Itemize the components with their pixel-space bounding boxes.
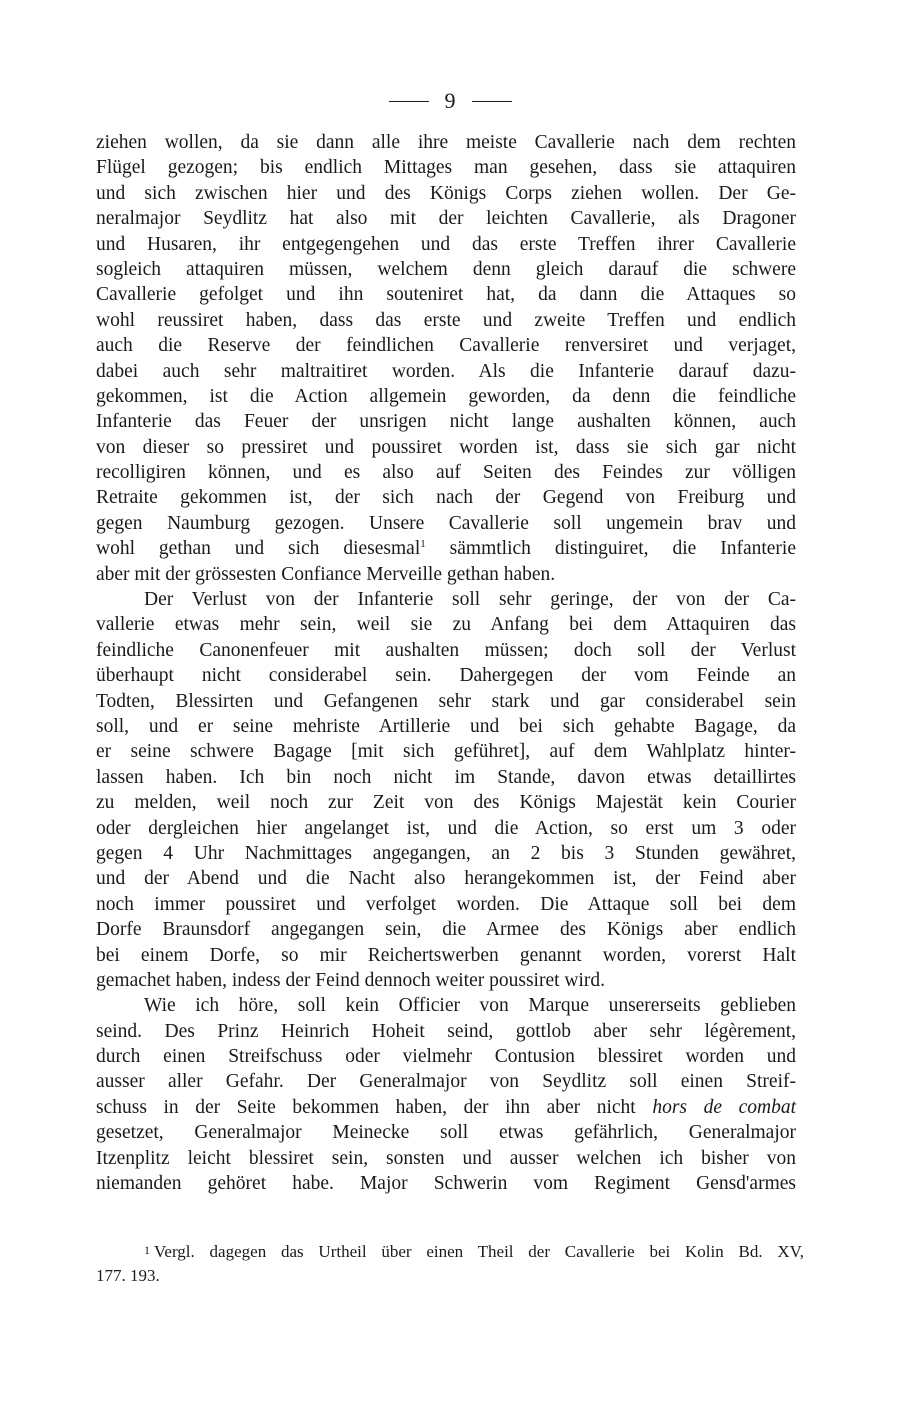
text-line: und Husaren, ihr entgegengehen und das erste Treffen ihrer Cavallerie	[96, 233, 796, 255]
text-line: gemachet haben, indess der Feind dennoch weiter poussiret wird.	[96, 969, 606, 991]
text-line: Infanterie das Feuer der unsrigen nicht lange aushalten können, auch	[96, 411, 796, 433]
text-line: gekommen, ist die Action allgemein geworden, da denn die feindliche	[96, 385, 796, 407]
text-line: und der Abend und die Nacht also herangekommen ist, der Feind aber	[96, 868, 796, 890]
paragraph-3	[96, 993, 796, 1196]
text-line: von dieser so pressiret und poussiret worden ist, dass sie sich gar nicht	[96, 436, 796, 458]
footnote-line	[96, 1238, 804, 1263]
text-line-with-footnote-ref	[96, 536, 796, 561]
text-line: noch immer poussiret und verfolget worden. Die Attaque soll bei dem	[96, 893, 796, 915]
text-line: lassen haben. Ich bin noch nicht im Stande, davon etwas detaillirtes	[96, 766, 796, 788]
text-line: Der Verlust von der Infanterie soll sehr geringe, der von der Ca-	[144, 589, 796, 611]
text-line: zu melden, weil noch zur Zeit von des Königs Majestät kein Courier	[96, 792, 796, 814]
text-line: vallerie etwas mehr sein, weil sie zu Anfang bei dem Attaquiren das	[96, 614, 796, 636]
text-segment: schuss in der Seite bekommen haben, der ihn aber nicht	[96, 1096, 653, 1118]
paragraph-1	[96, 130, 796, 587]
text-line: Flügel gezogen; bis endlich Mittages man gesehen, dass sie attaquiren	[96, 157, 796, 179]
rule-right	[472, 101, 512, 102]
text-line: aber mit der grössesten Confiance Merveille gethan haben.	[96, 563, 556, 585]
text-line: er seine schwere Bagage [mit sich geführet], auf dem Wahlplatz hinter-	[96, 741, 796, 763]
text-line-with-italic	[96, 1095, 796, 1120]
text-line: Wie ich höre, soll kein Officier von Marque unsererseits geblieben	[144, 995, 796, 1017]
text-line: und sich zwischen hier und des Königs Corps ziehen wollen. Der Ge-	[96, 182, 796, 204]
text-line: sogleich attaquiren müssen, welchem denn gleich darauf die schwere	[96, 258, 796, 280]
text-line: bei einem Dorfe, so mir Reichertswerben genannt worden, vorerst Halt	[96, 944, 796, 966]
text-line: neralmajor Seydlitz hat also mit der leichten Cavallerie, als Dragoner	[96, 208, 796, 230]
running-head	[0, 88, 900, 114]
text-line: überhaupt nicht considerabel sein. Dahergegen der vom Feinde an	[96, 665, 796, 687]
text-line: wohl reussiret haben, dass das erste und zweite Treffen und endlich	[96, 309, 796, 331]
text-line: ziehen wollen, da sie dann alle ihre meiste Cavallerie nach dem rechten	[96, 132, 796, 153]
text-line: recolligiren können, und es also auf Seiten des Feindes zur völligen	[96, 462, 796, 484]
text-segment: sämmtlich distinguiret, die Infanterie	[425, 538, 796, 560]
text-line: auch die Reserve der feindlichen Cavallerie renversiret und verjaget,	[96, 335, 796, 357]
text-line: oder dergleichen hier angelanget ist, und die Action, so erst um 3 oder	[96, 817, 796, 839]
text-segment: wohl gethan und sich diesesmal	[96, 538, 421, 560]
footnote-ref[interactable]: 1	[420, 538, 426, 551]
text-line: gegen Naumburg gezogen. Unsere Cavallerie soll ungemein brav und	[96, 512, 796, 534]
text-line: gegen 4 Uhr Nachmittages angegangen, an 2 bis 3 Stunden gewähret,	[96, 842, 796, 864]
text-line: niemanden gehöret habe. Major Schwerin vom Regiment Gensd'armes	[96, 1173, 796, 1195]
text-line: Itzenplitz leicht blessiret sein, sonsten und ausser welchen ich bisher von	[96, 1147, 796, 1169]
footnote-line: 177. 193.	[96, 1266, 160, 1285]
footnote-text: Vergl. dagegen das Urtheil über einen Theil der Cavallerie bei Kolin Bd. XV,	[154, 1242, 804, 1261]
text-line: ausser aller Gefahr. Der Generalmajor von Seydlitz soll einen Streif-	[96, 1071, 796, 1093]
text-line: gesetzet, Generalmajor Meinecke soll etwas gefährlich, Generalmajor	[96, 1122, 796, 1144]
page-number: 9	[444, 88, 456, 113]
footnotes	[96, 1238, 804, 1288]
text-line: dabei auch sehr maltraitiret worden. Als die Infanterie darauf dazu-	[96, 360, 796, 382]
italic-phrase: hors de combat	[652, 1096, 796, 1118]
body-text	[96, 130, 796, 1196]
footnote-marker: 1	[144, 1243, 150, 1257]
text-line: durch einen Streifschuss oder vielmehr Contusion blessiret worden und	[96, 1046, 796, 1068]
text-line: feindliche Canonenfeuer mit aushalten müssen; doch soll der Verlust	[96, 639, 796, 661]
text-line: Todten, Blessirten und Gefangenen sehr stark und gar considerabel sein	[96, 690, 796, 712]
paragraph-2	[96, 587, 796, 993]
text-line: Retraite gekommen ist, der sich nach der Gegend von Freiburg und	[96, 487, 796, 509]
rule-left	[389, 101, 429, 102]
text-line: seind. Des Prinz Heinrich Hoheit seind, gottlob aber sehr légèrement,	[96, 1020, 796, 1042]
text-line: Cavallerie gefolget und ihn souteniret hat, da dann die Attaques so	[96, 284, 796, 306]
text-line: soll, und er seine mehriste Artillerie und bei sich gehabte Bagage, da	[96, 715, 796, 737]
text-line: Dorfe Braunsdorf angegangen sein, die Armee des Königs aber endlich	[96, 919, 796, 941]
